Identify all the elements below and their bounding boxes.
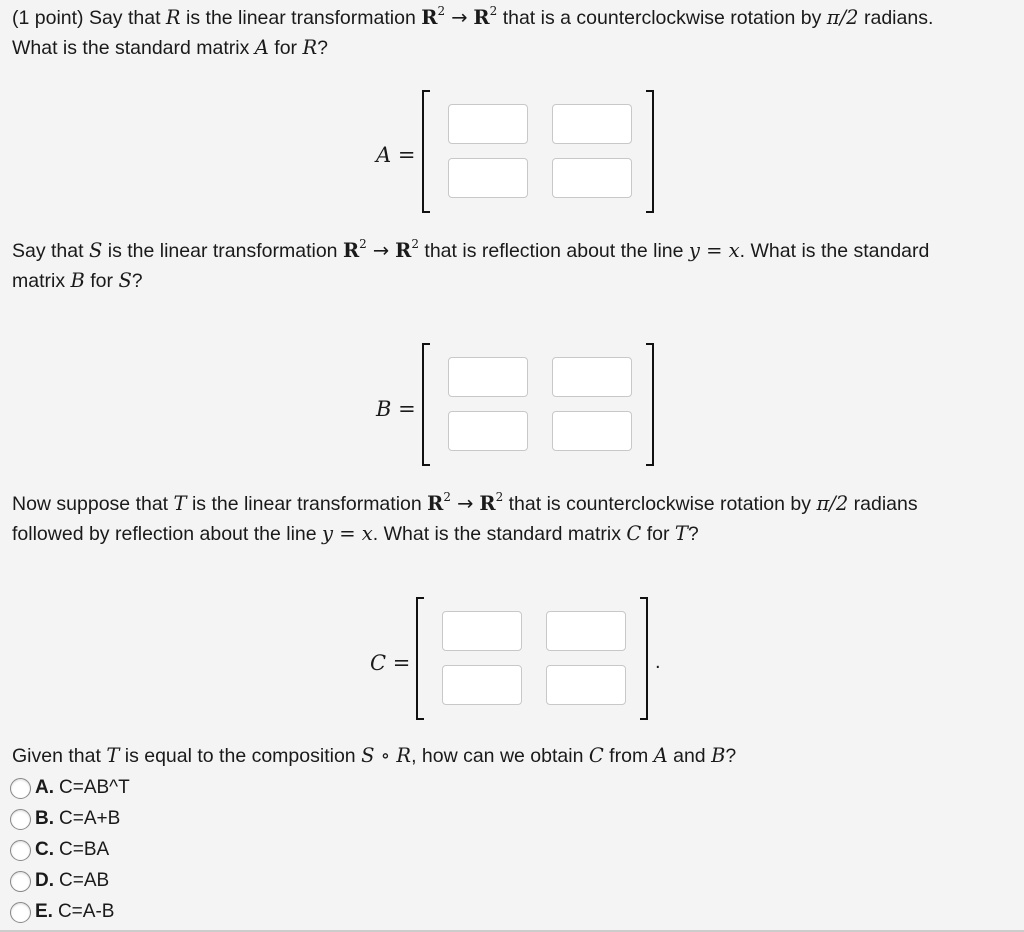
right-bracket [646, 90, 654, 213]
matrix-c [416, 597, 648, 720]
question-2-text: Say that S is the linear transformation $R^2 \to R^2$ that is reflection about the line y = x. What is the standard matrix B for S? [12, 236, 930, 292]
matrix-a-label: A = [376, 143, 416, 167]
matrix-c-cell-11[interactable] [442, 611, 522, 651]
matrix-b-cell-22[interactable] [552, 411, 632, 451]
question-1-text: (1 point) Say that R is the linear transformation $R^2 \to R^2$ that is a counterclockwise rotation by π/2 radians. What is the standard matrix A for R? [12, 3, 934, 59]
matrix-a-cell-11[interactable] [448, 104, 528, 144]
right-bracket [640, 597, 648, 720]
radio-button[interactable] [10, 840, 31, 861]
matrix-a-cell-21[interactable] [448, 158, 528, 198]
option-e[interactable]: E. C=A-B [10, 897, 114, 927]
matrix-c-label: C = [370, 651, 411, 675]
left-bracket [422, 90, 430, 213]
matrix-a-cell-12[interactable] [552, 104, 632, 144]
mc-prompt: Given that T is equal to the composition S ∘ R, how can we obtain C from A and B? [12, 744, 737, 767]
matrix-a [422, 90, 654, 213]
matrix-c-trailing-period: . [655, 651, 661, 673]
option-d[interactable]: D. C=AB [10, 866, 109, 896]
question-3-text: Now suppose that T is the linear transformation $R^2 \to R^2$ that is counterclockwise rotation by π/2 radians followed by reflection about the line y = x. What is the standard matrix C for T? [12, 489, 918, 545]
radio-button[interactable] [10, 902, 31, 923]
matrix-b-cell-12[interactable] [552, 357, 632, 397]
matrix-c-cell-22[interactable] [546, 665, 626, 705]
matrix-b-cell-11[interactable] [448, 357, 528, 397]
right-bracket [646, 343, 654, 466]
option-c[interactable]: C. C=BA [10, 835, 109, 865]
matrix-b [422, 343, 654, 466]
matrix-a-cell-22[interactable] [552, 158, 632, 198]
matrix-c-cell-21[interactable] [442, 665, 522, 705]
radio-button[interactable] [10, 871, 31, 892]
left-bracket [416, 597, 424, 720]
matrix-b-cell-21[interactable] [448, 411, 528, 451]
matrix-c-cell-12[interactable] [546, 611, 626, 651]
radio-button[interactable] [10, 809, 31, 830]
option-a[interactable]: A. C=AB^T [10, 773, 130, 803]
radio-button[interactable] [10, 778, 31, 799]
matrix-b-label: B = [376, 397, 416, 421]
option-b[interactable]: B. C=A+B [10, 804, 120, 834]
left-bracket [422, 343, 430, 466]
